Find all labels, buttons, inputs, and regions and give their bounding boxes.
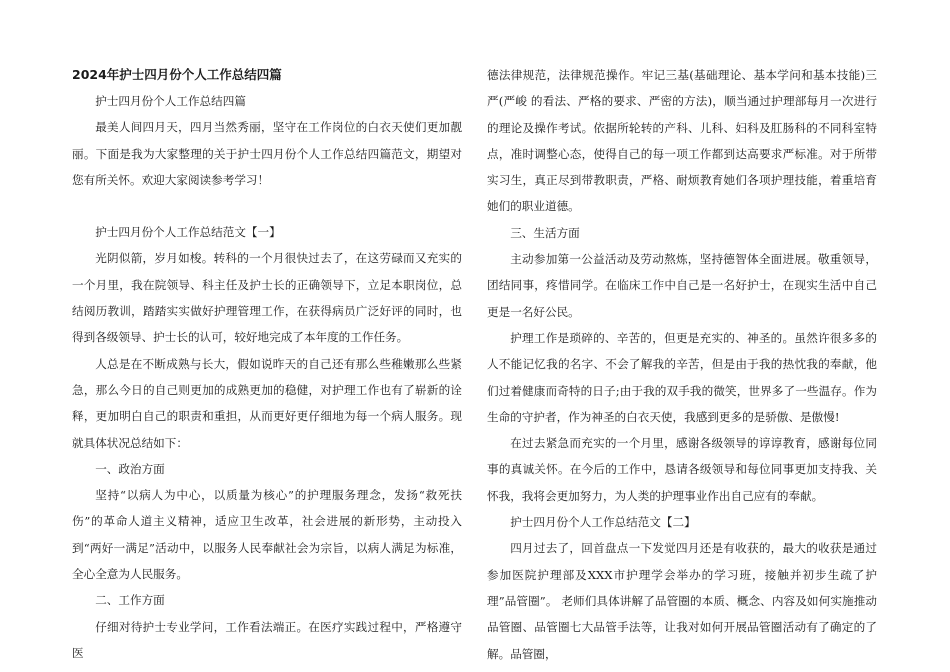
paragraph-continued: 德法律规范，法律规范操作。牢记三基(基础理论、基本学问和基本技能)三严(严峻 的看法、严格的要求、严密的方法)，顺当通过护理部每月一次进行的理论及操作考试。依据所轮转的产科、儿科、妇科及肛肠科的不同科室特点，准时调整心态，使得自己的每一项工作都到达高要求严标准。对于所带实习生，真正尽到带教职责，严格、耐烦教育她们各项护理技能，着重培育她们的职业道德。 — [487, 68, 877, 214]
paragraph: 仔细对待护士专业学问，工作看法端正。在医疗实践过程中，严格遵守医 — [72, 619, 462, 660]
paragraph: 四月过去了，回首盘点一下发觉四月还是有收获的，最大的收获是通过参加医院护理部及XXX市护理学会举办的学习班，接触并初步生疏了护理”品管圈”。 老师们具体讲解了品管圈的本质、概念、内容及如何实施推动品管圈、品管圈七大品管手法等，让我对如何开展品管圈活动有了确定的了解。品管圈， — [487, 541, 877, 661]
document-subtitle: 护士四月份个人工作总结四篇 — [95, 94, 246, 108]
left-column — [72, 62, 462, 666]
section-heading-two: 护士四月份个人工作总结范文【二】 — [510, 515, 696, 530]
subheading-life: 三、生活方面 — [510, 225, 580, 240]
subheading-work: 二、工作方面 — [95, 593, 165, 608]
paragraph: 人总是在不断成熟与长大，假如说昨天的自己还有那么些稚嫩那么些紧急，那么今日的自己则更加的成熟更加的稳健，对护理工作也有了崭新的诠释，更加明白自己的职责和重担，从而更好更仔细地为每一个病人服务。现就具体状况总结如下： — [72, 356, 462, 450]
blank-line — [72, 193, 462, 219]
paragraph: 光阴似箭，岁月如梭。转科的一个月很快过去了，在这劳碌而又充实的一个月里，我在院领导、科主任及护士长的正确领导下，立足本职岗位，总结阅历教训，踏踏实实做好护理管理工作，在获得病员广泛好评的同时，也得到各级领导、护士长的认可，较好地完成了本年度的工作任务。 — [72, 251, 462, 345]
paragraph: 护理工作是琐碎的、辛苦的，但更是充实的、神圣的。虽然许很多多的人不能记忆我的名字、不会了解我的辛苦，但是由于我的热忱我的奉献，他们过着健康而奇特的日子;由于我的双手我的微笑，世界多了一些温存。作为生命的守护者，作为神圣的白衣天使，我感到更多的是骄傲、是傲慢! — [487, 330, 877, 424]
paragraph: 在过去紧急而充实的一个月里，感谢各级领导的谆谆教育，感谢每位同事的真诚关怀。在今后的工作中，恳请各级领导和每位同事更加支持我、关怀我，我将会更加努力，为人类的护理事业作出自己应有的奉献。 — [487, 436, 877, 503]
subheading-politics: 一、政治方面 — [95, 461, 165, 476]
right-column — [487, 62, 877, 667]
paragraph: 主动参加第一公益活动及劳动熬炼，坚持德智体全面进展。敬重领导，团结同事，疼惜同学。在临床工作中自己是一名好护士，在现实生活中自己更是一名好公民。 — [487, 252, 877, 319]
paragraph: 坚持“以病人为中心，以质量为核心”的护理服务理念，发扬“救死扶伤”的革命人道主义精神，适应卫生改革，社会进展的新形势，主动投入到“两好一满足”活动中，以服务人民奉献社会为宗旨，以病人满足为标准，全心全意为人民服务。 — [72, 488, 462, 582]
intro-paragraph: 最美人间四月天，四月当然秀丽，坚守在工作岗位的白衣天使们更加靓丽。下面是我为大家整理的关于护士四月份个人工作总结四篇范文，期望对您有所关怀。欢迎大家阅读参考学习！ — [72, 120, 462, 187]
section-heading-one: 护士四月份个人工作总结范文【一】 — [95, 225, 281, 240]
document-title: 2024年护士四月份个人工作总结四篇 — [72, 67, 282, 82]
